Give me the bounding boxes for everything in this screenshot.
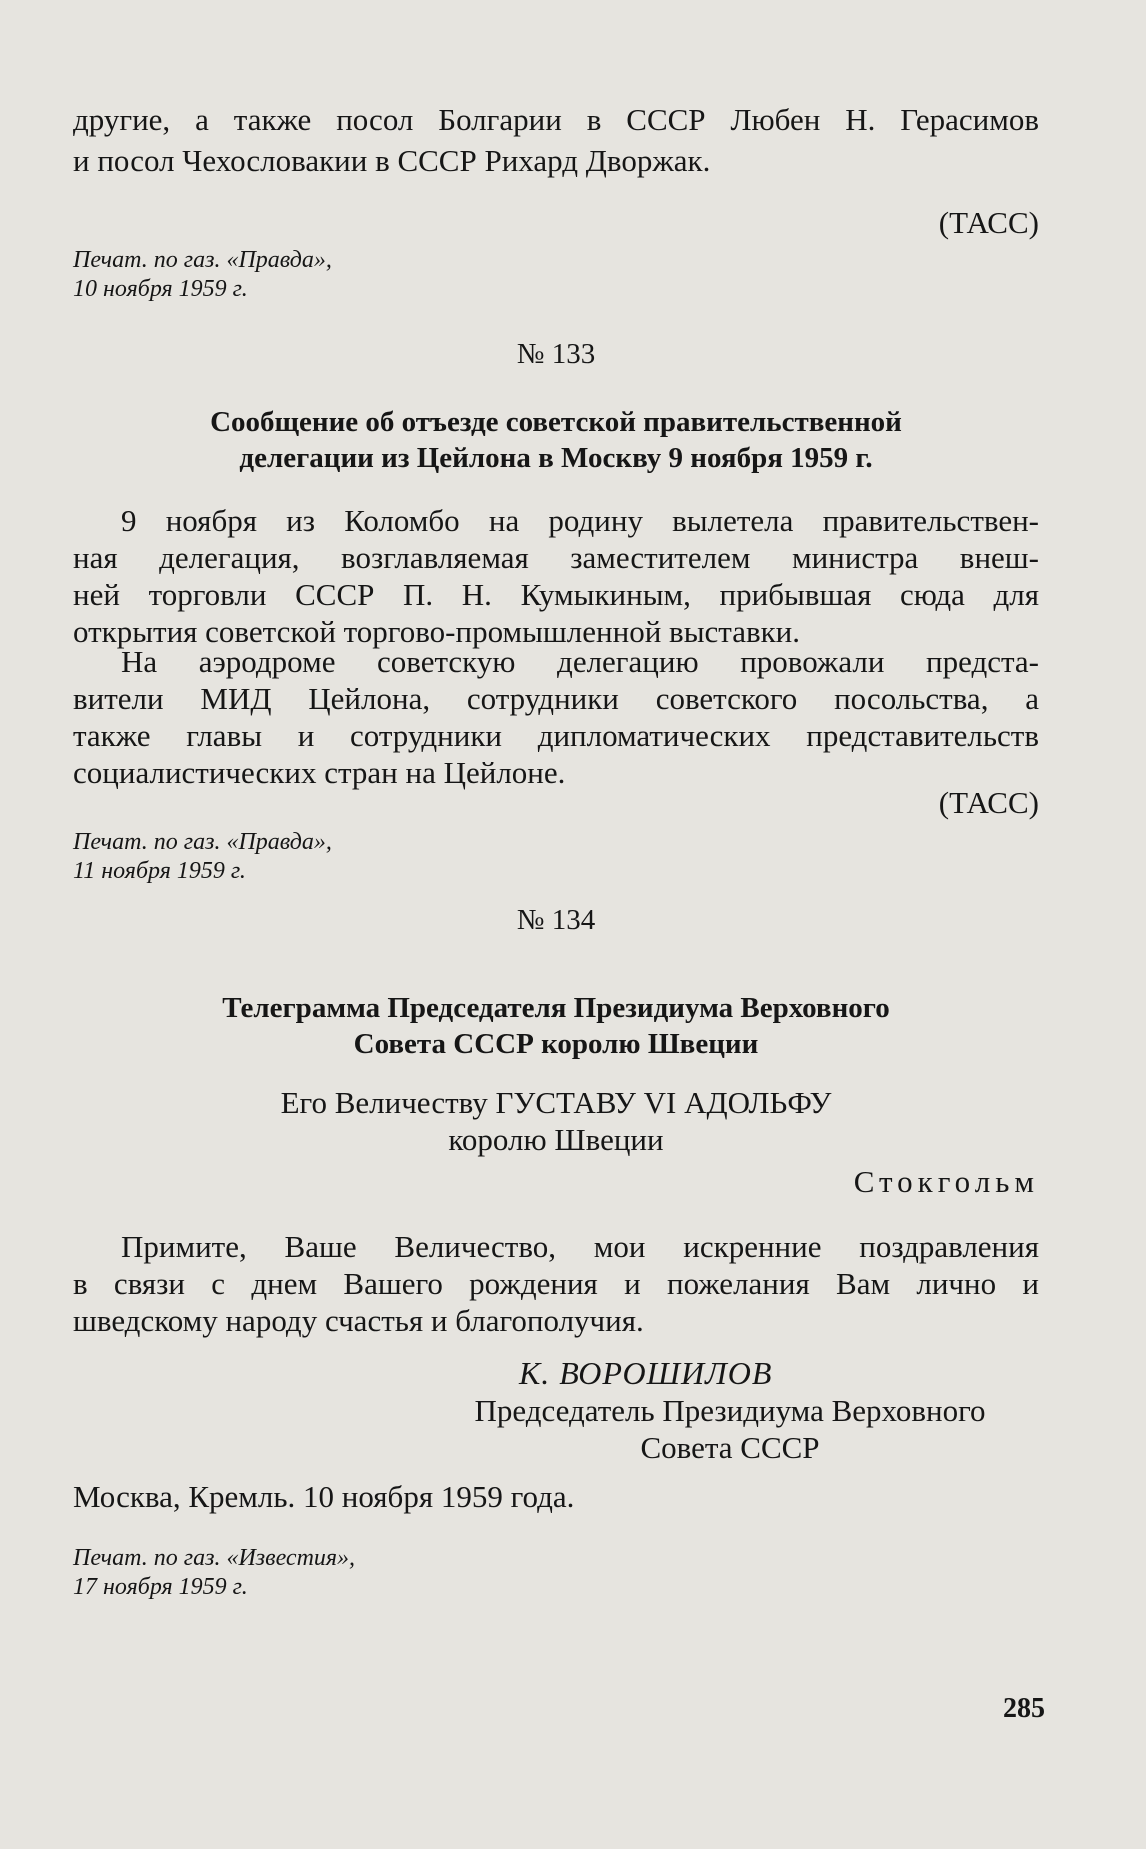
- paragraph-133-2-end: социалистических стран на Цейлоне.: [73, 755, 566, 790]
- doc-title-133: Сообщение об отъезде советской правительственной делегации из Цейлона в Москву 9 ноября 1959 г.: [210, 406, 902, 474]
- paragraph-133-2-body: На аэродроме советскую делегацию провожали предста- вители МИД Цейлона, сотрудники советского посольства, а также главы и сотрудники дипломатических представительств: [73, 644, 1039, 753]
- addressee: Его Величеству ГУСТАВУ VI АДОЛЬФУ королю Швеции: [280, 1085, 832, 1157]
- paragraph-133-1: 9 ноября из Коломбо на родину вылетела правительствен- ная делегация, возглавляемая заместителем министра внеш- ней торговли СССР П. Н. Кумыкиным, прибывшая сюда для: [73, 503, 1039, 612]
- doc-number-133: № 133: [516, 338, 596, 370]
- telegram-body-end: шведскому народу счастья и благополучия.: [73, 1303, 644, 1338]
- intro-paragraph: другие, а также посол Болгарии в СССР Любен Н. Герасимов: [73, 102, 1039, 137]
- page-number: 285: [1003, 1693, 1045, 1724]
- paragraph-133-1-end: открытия советской торгово-промышленной выставки.: [73, 614, 801, 649]
- city-stockholm: Стокгольм: [853, 1164, 1039, 1199]
- signature-position: Председатель Президиума Верховного Совета СССР: [474, 1393, 986, 1465]
- doc-number-134: № 134: [516, 904, 596, 936]
- print-note-1: Печат. по газ. «Правда», 10 ноября 1959 г.: [73, 247, 332, 302]
- signature-name: К. ВОРОШИЛОВ: [519, 1355, 773, 1391]
- doc-title-134: Телеграмма Председателя Президиума Верховного Совета СССР королю Швеции: [222, 992, 890, 1060]
- intro-paragraph-end: и посол Чехословакии в СССР Рихард Дворжак.: [73, 143, 711, 178]
- place-date: Москва, Кремль. 10 ноября 1959 года.: [73, 1479, 575, 1514]
- source-tass-2: (ТАСС): [938, 785, 1039, 820]
- source-tass-1: (ТАСС): [938, 205, 1039, 240]
- telegram-body: Примите, Ваше Величество, мои искренние поздравления в связи с днем Вашего рождения и пожелания Вам лично и: [73, 1229, 1039, 1301]
- print-note-3: Печат. по газ. «Известия», 17 ноября 1959 г.: [73, 1545, 356, 1600]
- print-note-2: Печат. по газ. «Правда», 11 ноября 1959 г.: [73, 829, 332, 884]
